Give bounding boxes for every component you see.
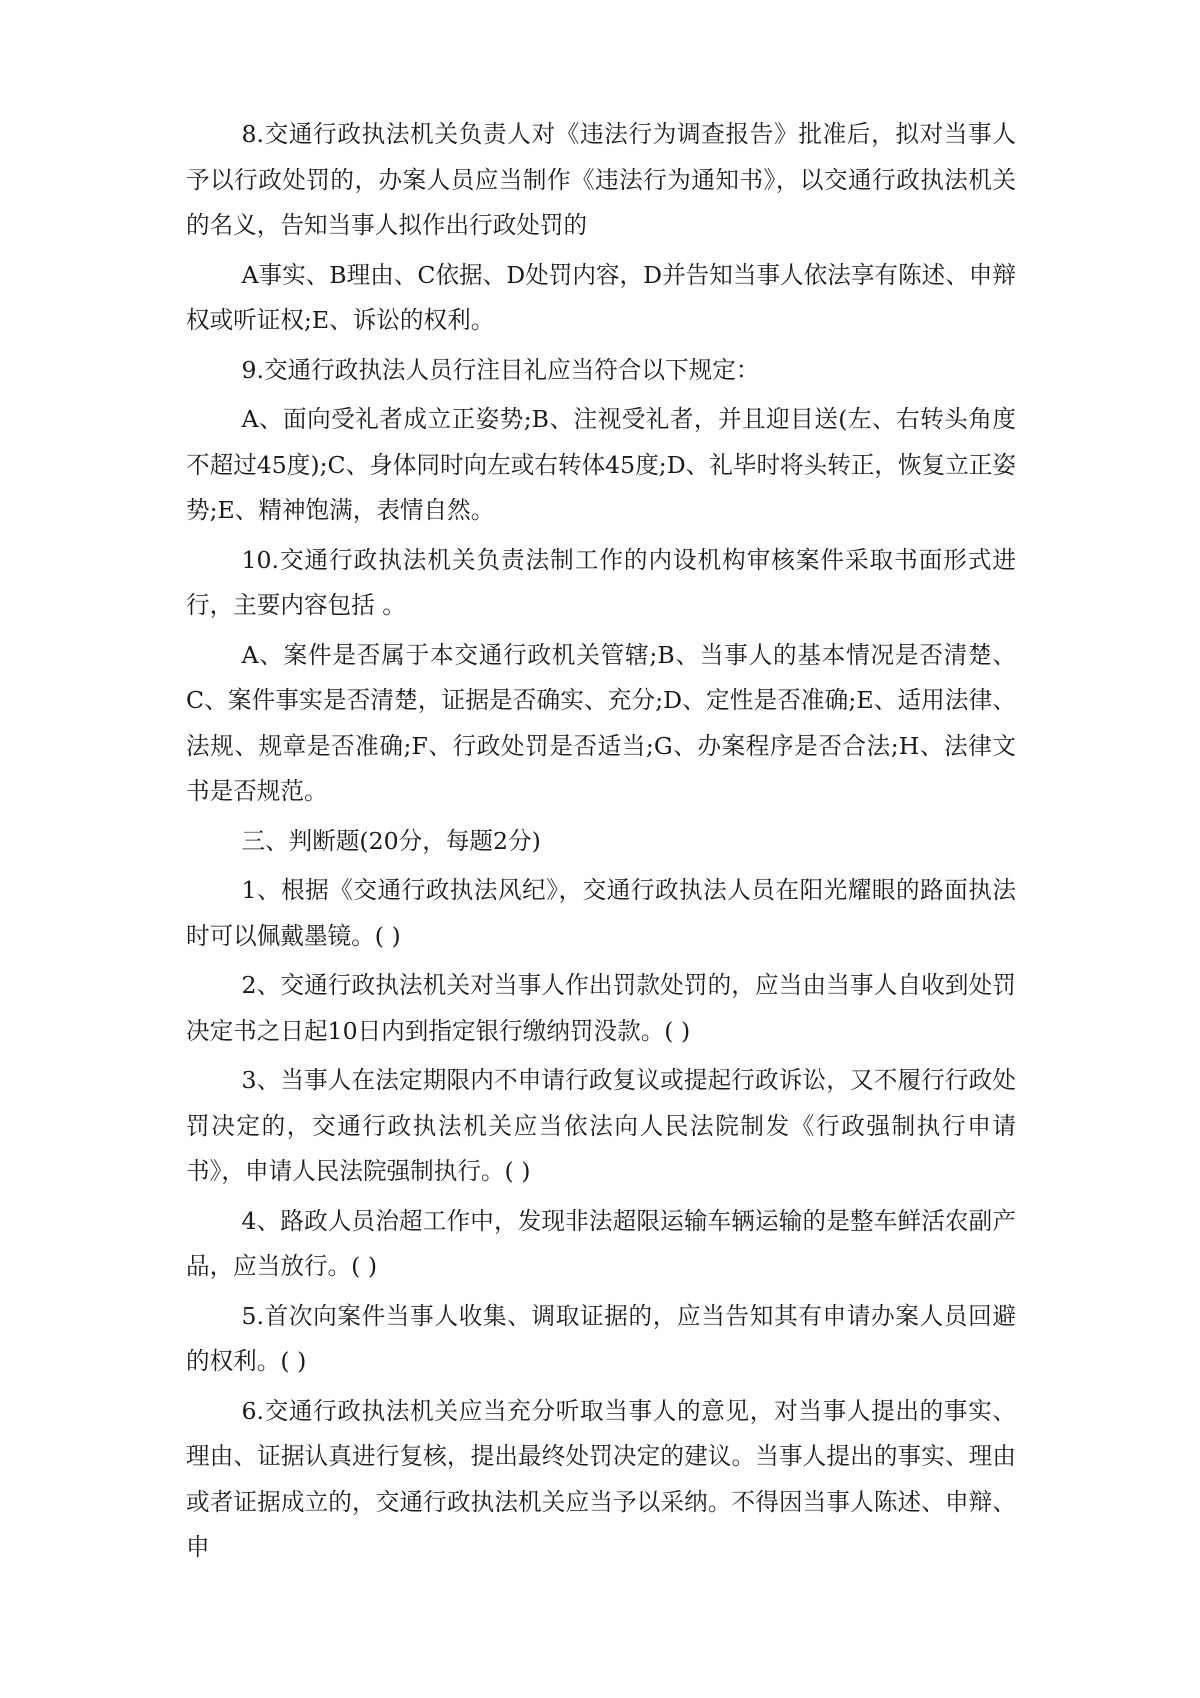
paragraph-tf6: 6.交通行政执法机关应当充分听取当事人的意见，对当事人提出的事实、理由、证据认真进行复核，提出最终处罚决定的建议。当事人提出的事实、理由或者证据成立的，交通行政执法机关应当予以采纳。不得因当事人陈述、申辩、申	[186, 1396, 1016, 1561]
paragraph-q9: 9.交通行政执法人员行注目礼应当符合以下规定：	[241, 355, 760, 384]
paragraph-q8: 8.交通行政执法机关负责人对《违法行为调查报告》批准后，拟对当事人予以行政处罚的，办案人员应当制作《违法行为通知书》，以交通行政执法机关的名义，告知当事人拟作出行政处罚的	[186, 120, 1016, 239]
paragraph-q10: 10.交通行政执法机关负责法制工作的内设机构审核案件采取书面形式进行，主要内容包括 。	[186, 545, 1016, 619]
paragraph-tf5: 5.首次向案件当事人收集、调取证据的，应当告知其有申请办案人员回避的权利。( )	[186, 1301, 1016, 1375]
paragraph-tf1: 1、根据《交通行政执法风纪》，交通行政执法人员在阳光耀眼的路面执法时可以佩戴墨镜。( )	[186, 876, 1016, 950]
paragraph-q10-answer: A、案件是否属于本交通行政机关管辖;B、当事人的基本情况是否清楚、C、案件事实是否清楚，证据是否确实、充分;D、定性是否准确;E、适用法律、法规、规章是否准确;F、行政处罚是否适当;G、办案程序是否合法;H、法律文书是否规范。	[186, 640, 1016, 805]
document-body	[186, 112, 1016, 1575]
paragraph-tf4: 4、路政人员治超工作中，发现非法超限运输车辆运输的是整车鲜活农副产品，应当放行。( )	[186, 1206, 1016, 1280]
paragraph-q8-answer: A事实、B理由、C依据、D处罚内容，D并告知当事人依法享有陈述、申辩权或听证权;E、诉讼的权利。	[186, 260, 1016, 334]
paragraph-tf2: 2、交通行政执法机关对当事人作出罚款处罚的，应当由当事人自收到处罚决定书之日起10日内到指定银行缴纳罚没款。( )	[186, 971, 1016, 1045]
paragraph-tf3: 3、当事人在法定期限内不申请行政复议或提起行政诉讼，又不履行行政处罚决定的，交通行政执法机关应当依法向人民法院制发《行政强制执行申请书》，申请人民法院强制执行。( )	[186, 1066, 1016, 1185]
section-heading-true-false: 三、判断题(20分，每题2分)	[241, 826, 541, 855]
paragraph-q9-answer: A、面向受礼者成立正姿势;B、注视受礼者，并且迎目送(左、右转头角度不超过45度);C、身体同时向左或右转体45度;D、礼毕时将头转正，恢复立正姿势;E、精神饱满，表情自然。	[186, 405, 1016, 524]
